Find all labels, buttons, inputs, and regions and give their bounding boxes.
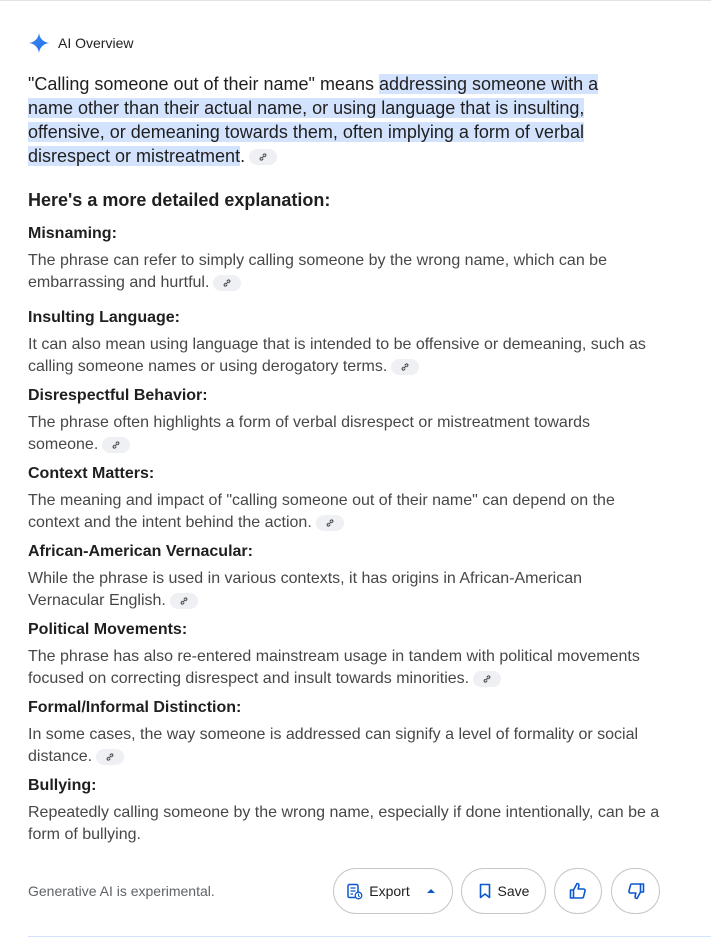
explanation-item [28,224,660,294]
experimental-disclaimer: Generative AI is experimental. [28,883,215,899]
item-body-text: The phrase has also re-entered mainstream usage in tandem with political movements focused on correcting disrespect and insult towards minorities. [28,648,640,687]
item-body-text: The phrase can refer to simply calling someone by the wrong name, which can be embarrassing and hurtful. [28,252,607,291]
explanation-item [28,620,660,690]
citation-link-icon[interactable] [170,593,198,609]
item-body-text: It can also mean using language that is intended to be offensive or demeaning, such as calling someone names or using derogatory terms. [28,336,646,375]
citation-link-icon[interactable] [102,437,130,453]
explanation-list [28,224,660,854]
item-body-text: The phrase often highlights a form of verbal disrespect or mistreatment towards someone. [28,414,591,453]
explanation-item [28,698,660,768]
explanation-heading: Here's a more detailed explanation: [28,190,331,210]
save-button[interactable] [461,868,546,914]
thumbs-up-button[interactable] [554,868,602,914]
summary-intro: "Calling someone out of their name" means [28,74,379,94]
item-heading: Disrespectful Behavior: [28,387,208,404]
explanation-item [28,464,660,534]
citation-link-icon[interactable] [96,749,124,765]
caret-up-icon [422,886,440,896]
item-body [28,490,660,534]
citation-link-icon[interactable] [316,515,344,531]
item-body-text: Repeatedly calling someone by the wrong name, especially if done intentionally, can be a form of bullying. [28,804,660,843]
item-heading: Misnaming: [28,225,117,242]
summary-end: . [240,146,246,166]
item-body [28,724,660,768]
item-body-text: In some cases, the way someone is addressed can signify a level of formality or social distance. [28,726,639,765]
export-button[interactable] [333,868,453,914]
item-body [28,250,660,294]
thumbs-down-button[interactable] [611,868,660,914]
export-label: Export [369,883,410,899]
item-heading: Bullying: [28,777,97,794]
export-doc-icon [346,883,363,900]
explanation-item [28,308,660,378]
item-heading: Formal/Informal Distinction: [28,699,242,716]
save-label: Save [497,883,530,899]
item-heading: Context Matters: [28,465,155,482]
top-divider [0,0,711,1]
citation-link-icon[interactable] [213,275,241,291]
explanation-item [28,386,660,456]
bottom-divider [28,936,711,937]
overview-summary [28,72,648,168]
explanation-item [28,776,660,846]
explanation-item [28,542,660,612]
ai-overview-header [28,32,133,54]
citation-link-icon[interactable] [473,671,501,687]
item-body [28,802,660,846]
item-body [28,412,660,456]
citation-link-icon[interactable] [391,359,419,375]
citation-link-icon[interactable] [249,149,277,165]
item-heading: Insulting Language: [28,309,180,326]
item-heading: Political Movements: [28,621,188,638]
bookmark-icon [478,883,492,899]
sparkle-icon [28,32,50,54]
item-body [28,646,660,690]
summary-highlight: addressing someone with a name other than their actual name, or using language that is insulting, offensive, or demeaning towards them, often implying a form of verbal disrespect or mistreatment [28,74,599,166]
item-body-text: While the phrase is used in various contexts, it has origins in African-American Vernacular English. [28,570,583,609]
item-body [28,334,660,378]
item-body [28,568,660,612]
thumbs-up-icon [568,881,588,901]
item-heading: African-American Vernacular: [28,543,253,560]
thumbs-down-icon [626,881,646,901]
item-body-text: The meaning and impact of "calling someone out of their name" can depend on the context and the intent behind the action. [28,492,615,531]
ai-overview-title: AI Overview [58,35,134,51]
